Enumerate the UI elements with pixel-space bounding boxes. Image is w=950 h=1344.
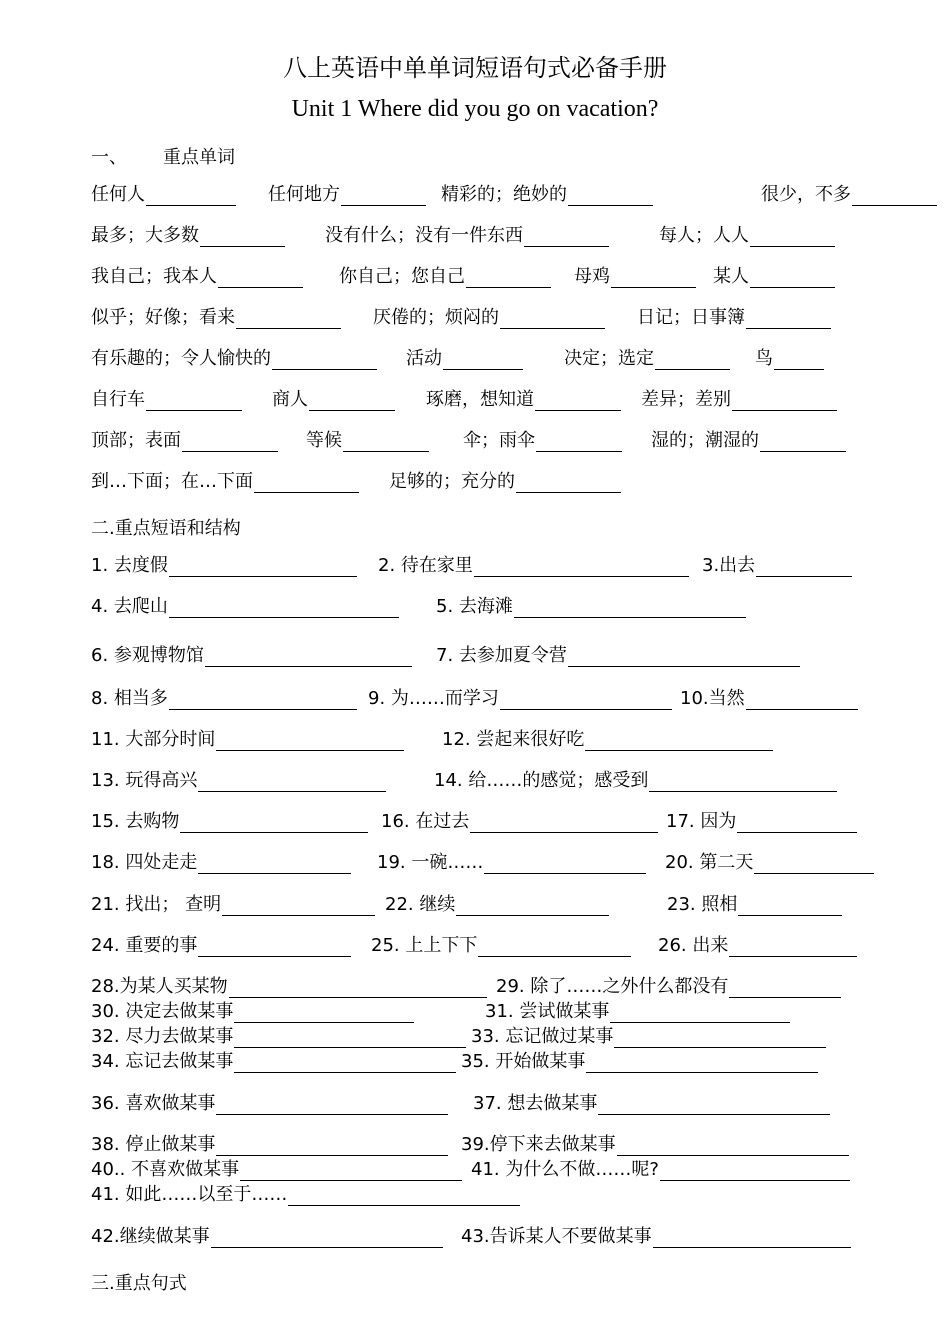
fill-in-item [574, 266, 696, 288]
page-title: 八上英语中单单词短语句式必备手册 [283, 54, 667, 82]
vocabulary-row [91, 348, 861, 372]
item-label: 鸟 [755, 348, 773, 369]
item-label: 26. 出来 [658, 935, 729, 956]
fill-in-item [91, 729, 404, 751]
answer-blank[interactable] [216, 1137, 448, 1156]
phrase-row [91, 976, 861, 1000]
answer-blank[interactable] [343, 433, 429, 452]
fill-in-item [436, 596, 746, 618]
item-label: 某人 [713, 266, 749, 287]
fill-in-item [665, 852, 874, 874]
item-label: 决定；选定 [564, 348, 654, 369]
answer-blank[interactable] [750, 228, 835, 247]
answer-blank[interactable] [746, 691, 858, 710]
unit-title: Unit 1 Where did you go on vacation? [291, 96, 659, 122]
answer-blank[interactable] [732, 392, 837, 411]
fill-in-item [381, 811, 658, 833]
phrase-row [91, 811, 861, 835]
item-label: 18. 四处走走 [91, 852, 198, 873]
item-label: 40.. 不喜欢做某事 [91, 1159, 240, 1180]
phrase-row [91, 1026, 861, 1050]
item-label: 24. 重要的事 [91, 935, 198, 956]
answer-blank[interactable] [229, 979, 487, 998]
fill-in-item [471, 1159, 850, 1181]
fill-in-item [442, 729, 773, 751]
phrase-row [91, 1226, 861, 1250]
item-label: 37. 想去做某事 [473, 1093, 598, 1114]
fill-in-item [91, 596, 399, 618]
answer-blank[interactable] [660, 1162, 850, 1181]
fill-in-item [91, 1001, 414, 1023]
fill-in-item [659, 225, 835, 247]
phrase-row [91, 894, 861, 918]
answer-blank[interactable] [180, 814, 368, 833]
fill-in-item [755, 348, 824, 370]
vocabulary-row [91, 225, 861, 249]
fill-in-item [91, 1093, 448, 1115]
answer-blank[interactable] [216, 732, 404, 751]
fill-in-item [91, 1051, 456, 1073]
answer-blank[interactable] [585, 732, 773, 751]
item-label: 日记；日事簿 [637, 307, 745, 328]
fill-in-item [91, 1226, 443, 1248]
fill-in-item [368, 688, 672, 710]
answer-blank[interactable] [216, 1096, 448, 1115]
answer-blank[interactable] [852, 187, 937, 206]
fill-in-item [406, 348, 523, 370]
answer-blank[interactable] [146, 392, 242, 411]
item-label: 任何地方 [268, 184, 340, 205]
phrase-row [91, 1159, 861, 1183]
answer-blank[interactable] [198, 938, 351, 957]
answer-blank[interactable] [500, 310, 605, 329]
fill-in-item [373, 307, 605, 329]
item-label: 29. 除了……之外什么都没有 [496, 976, 729, 997]
fill-in-item [339, 266, 551, 288]
fill-in-item [461, 1051, 818, 1073]
fill-in-item [461, 1134, 849, 1156]
answer-blank[interactable] [169, 558, 357, 577]
answer-blank[interactable] [272, 351, 377, 370]
answer-blank[interactable] [750, 269, 835, 288]
fill-in-item [426, 389, 621, 411]
item-label: 30. 决定去做某事 [91, 1001, 234, 1022]
fill-in-item [268, 184, 426, 206]
fill-in-item [91, 389, 242, 411]
answer-blank[interactable] [254, 474, 359, 493]
item-label: 每人；人人 [659, 225, 749, 246]
fill-in-item [441, 184, 653, 206]
answer-blank[interactable] [218, 269, 303, 288]
fill-in-item [389, 471, 621, 493]
item-label: 精彩的；绝妙的 [441, 184, 567, 205]
fill-in-item [272, 389, 395, 411]
fill-in-item [378, 555, 689, 577]
answer-blank[interactable] [222, 897, 375, 916]
item-label: 11. 大部分时间 [91, 729, 216, 750]
item-label: 很少，不多 [761, 184, 851, 205]
item-label: 4. 去爬山 [91, 596, 168, 617]
item-label: 33. 忘记做过某事 [471, 1026, 614, 1047]
item-label: 似乎；好像；看来 [91, 307, 235, 328]
answer-blank[interactable] [200, 228, 285, 247]
answer-blank[interactable] [341, 187, 426, 206]
answer-blank[interactable] [774, 351, 824, 370]
item-label: 自行车 [91, 389, 145, 410]
phrase-row [91, 852, 861, 876]
fill-in-item [91, 645, 412, 667]
item-label: 母鸡 [574, 266, 610, 287]
answer-blank[interactable] [729, 938, 857, 957]
answer-blank[interactable] [169, 691, 357, 710]
answer-blank[interactable] [655, 351, 730, 370]
item-label: 最多；大多数 [91, 225, 199, 246]
fill-in-item [463, 430, 622, 452]
answer-blank[interactable] [240, 1162, 462, 1181]
item-label: 14. 给……的感觉；感受到 [434, 770, 649, 791]
item-label: 19. 一碗…… [377, 852, 484, 873]
item-label: 湿的；潮湿的 [651, 430, 759, 451]
answer-blank[interactable] [614, 1029, 826, 1048]
answer-blank[interactable] [516, 474, 621, 493]
answer-blank[interactable] [470, 814, 658, 833]
fill-in-item [91, 1159, 462, 1181]
fill-in-item [91, 430, 278, 452]
section-heading-words [91, 143, 235, 169]
fill-in-item [91, 1134, 448, 1156]
answer-blank[interactable] [484, 855, 646, 874]
fill-in-item [91, 184, 236, 206]
item-label: 15. 去购物 [91, 811, 180, 832]
item-label: 34. 忘记去做某事 [91, 1051, 234, 1072]
item-label: 13. 玩得高兴 [91, 770, 198, 791]
item-label: 41. 如此……以至于…… [91, 1184, 288, 1205]
item-label: 38. 停止做某事 [91, 1134, 216, 1155]
item-label: 等候 [306, 430, 342, 451]
fill-in-item [761, 184, 937, 206]
item-label: 任何人 [91, 184, 145, 205]
phrase-row [91, 729, 861, 753]
item-label: 伞；雨伞 [463, 430, 535, 451]
fill-in-item [91, 471, 359, 493]
answer-blank[interactable] [456, 897, 609, 916]
answer-blank[interactable] [234, 1004, 414, 1023]
item-label: 到…下面；在…下面 [91, 471, 253, 492]
phrase-row [91, 935, 861, 959]
fill-in-item [91, 555, 357, 577]
answer-blank[interactable] [211, 1229, 443, 1248]
fill-in-item [91, 770, 386, 792]
answer-blank[interactable] [737, 814, 857, 833]
fill-in-item [91, 348, 377, 370]
answer-blank[interactable] [478, 938, 631, 957]
item-label: 我自己；我本人 [91, 266, 217, 287]
item-label: 36. 喜欢做某事 [91, 1093, 216, 1114]
fill-in-item [306, 430, 429, 452]
fill-in-item [434, 770, 837, 792]
answer-blank[interactable] [146, 187, 236, 206]
answer-blank[interactable] [466, 269, 551, 288]
phrase-row [91, 555, 861, 579]
item-label: 17. 因为 [666, 811, 737, 832]
item-label: 没有什么；没有一件东西 [325, 225, 523, 246]
fill-in-item [91, 1026, 466, 1048]
phrase-row [91, 770, 861, 794]
answer-blank[interactable] [500, 691, 672, 710]
fill-in-item [91, 852, 351, 874]
fill-in-item [91, 894, 375, 916]
item-label: 9. 为……而学习 [368, 688, 499, 709]
fill-in-item [91, 811, 368, 833]
section-title: 重点单词 [163, 147, 235, 168]
fill-in-item [637, 307, 831, 329]
answer-blank[interactable] [754, 855, 874, 874]
item-label: 21. 找出； 查明 [91, 894, 222, 915]
answer-blank[interactable] [610, 1004, 790, 1023]
answer-blank[interactable] [746, 310, 831, 329]
fill-in-item [641, 389, 837, 411]
fill-in-item [325, 225, 609, 247]
item-label: 12. 尝起来很好吃 [442, 729, 585, 750]
answer-blank[interactable] [611, 269, 696, 288]
answer-blank[interactable] [738, 897, 842, 916]
item-label: 35. 开始做某事 [461, 1051, 586, 1072]
fill-in-item [713, 266, 835, 288]
fill-in-item [91, 935, 351, 957]
item-label: 7. 去参加夏令营 [436, 645, 567, 666]
phrase-row [91, 1134, 861, 1158]
fill-in-item [564, 348, 730, 370]
fill-in-item [91, 688, 357, 710]
fill-in-item [666, 811, 857, 833]
vocabulary-row [91, 184, 861, 208]
fill-in-item [461, 1226, 851, 1248]
phrase-row [91, 1001, 861, 1025]
fill-in-item [436, 645, 800, 667]
fill-in-item [702, 555, 852, 577]
answer-blank[interactable] [474, 558, 689, 577]
item-label: 有乐趣的；令人愉快的 [91, 348, 271, 369]
item-label: 23. 照相 [667, 894, 738, 915]
item-label: 商人 [272, 389, 308, 410]
phrase-row [91, 596, 861, 620]
item-label: 43.告诉某人不要做某事 [461, 1226, 652, 1247]
answer-blank[interactable] [524, 228, 609, 247]
fill-in-item [91, 225, 285, 247]
item-label: 41. 为什么不做……呢? [471, 1159, 659, 1180]
item-label: 32. 尽力去做某事 [91, 1026, 234, 1047]
answer-blank[interactable] [756, 558, 852, 577]
item-label: 3.出去 [702, 555, 756, 576]
answer-blank[interactable] [198, 855, 351, 874]
fill-in-item [680, 688, 858, 710]
item-label: 39.停下来去做某事 [461, 1134, 616, 1155]
vocabulary-row [91, 307, 861, 331]
phrase-row [91, 645, 861, 669]
answer-blank[interactable] [288, 1187, 520, 1206]
answer-blank[interactable] [586, 1054, 818, 1073]
fill-in-item [471, 1026, 826, 1048]
item-label: 42.继续做某事 [91, 1226, 210, 1247]
fill-in-item [496, 976, 841, 998]
item-label: 25. 上上下下 [371, 935, 478, 956]
answer-blank[interactable] [568, 648, 800, 667]
fill-in-item [485, 1001, 790, 1023]
item-label: 5. 去海滩 [436, 596, 513, 617]
item-label: 10.当然 [680, 688, 745, 709]
fill-in-item [658, 935, 857, 957]
item-label: 16. 在过去 [381, 811, 470, 832]
answer-blank[interactable] [617, 1137, 849, 1156]
phrase-row [91, 1051, 861, 1075]
fill-in-item [91, 307, 341, 329]
answer-blank[interactable] [598, 1096, 830, 1115]
answer-blank[interactable] [729, 979, 841, 998]
section-number: 一、 [91, 147, 127, 168]
answer-blank[interactable] [309, 392, 395, 411]
item-label: 琢磨，想知道 [426, 389, 534, 410]
item-label: 20. 第二天 [665, 852, 754, 873]
item-label: 2. 待在家里 [378, 555, 473, 576]
fill-in-item [91, 976, 487, 998]
fill-in-item [385, 894, 609, 916]
item-label: 31. 尝试做某事 [485, 1001, 610, 1022]
answer-blank[interactable] [568, 187, 653, 206]
vocabulary-row [91, 430, 861, 454]
answer-blank[interactable] [234, 1054, 456, 1073]
fill-in-item [651, 430, 846, 452]
answer-blank[interactable] [535, 392, 621, 411]
answer-blank[interactable] [205, 648, 412, 667]
item-label: 差异；差别 [641, 389, 731, 410]
fill-in-item [91, 266, 303, 288]
answer-blank[interactable] [443, 351, 523, 370]
item-label: 顶部；表面 [91, 430, 181, 451]
section-heading-sentences: 三.重点句式 [91, 1273, 187, 1294]
vocabulary-row [91, 389, 861, 413]
item-label: 6. 参观博物馆 [91, 645, 204, 666]
phrase-row [91, 1093, 861, 1117]
item-label: 22. 继续 [385, 894, 456, 915]
answer-blank[interactable] [169, 599, 399, 618]
answer-blank[interactable] [653, 1229, 851, 1248]
answer-blank[interactable] [198, 773, 386, 792]
vocabulary-row [91, 471, 861, 495]
item-label: 1. 去度假 [91, 555, 168, 576]
item-label: 你自己；您自己 [339, 266, 465, 287]
fill-in-item [91, 1184, 520, 1206]
phrase-row [91, 1184, 861, 1208]
item-label: 足够的；充分的 [389, 471, 515, 492]
answer-blank[interactable] [514, 599, 746, 618]
fill-in-item [377, 852, 646, 874]
answer-blank[interactable] [649, 773, 837, 792]
vocabulary-row [91, 266, 861, 290]
section-heading-phrases: 二.重点短语和结构 [91, 518, 241, 539]
phrase-row [91, 688, 861, 712]
answer-blank[interactable] [536, 433, 622, 452]
item-label: 8. 相当多 [91, 688, 168, 709]
answer-blank[interactable] [234, 1029, 466, 1048]
answer-blank[interactable] [760, 433, 846, 452]
item-label: 厌倦的；烦闷的 [373, 307, 499, 328]
fill-in-item [371, 935, 631, 957]
answer-blank[interactable] [182, 433, 278, 452]
fill-in-item [473, 1093, 830, 1115]
answer-blank[interactable] [236, 310, 341, 329]
fill-in-item [667, 894, 842, 916]
item-label: 活动 [406, 348, 442, 369]
item-label: 28.为某人买某物 [91, 976, 228, 997]
